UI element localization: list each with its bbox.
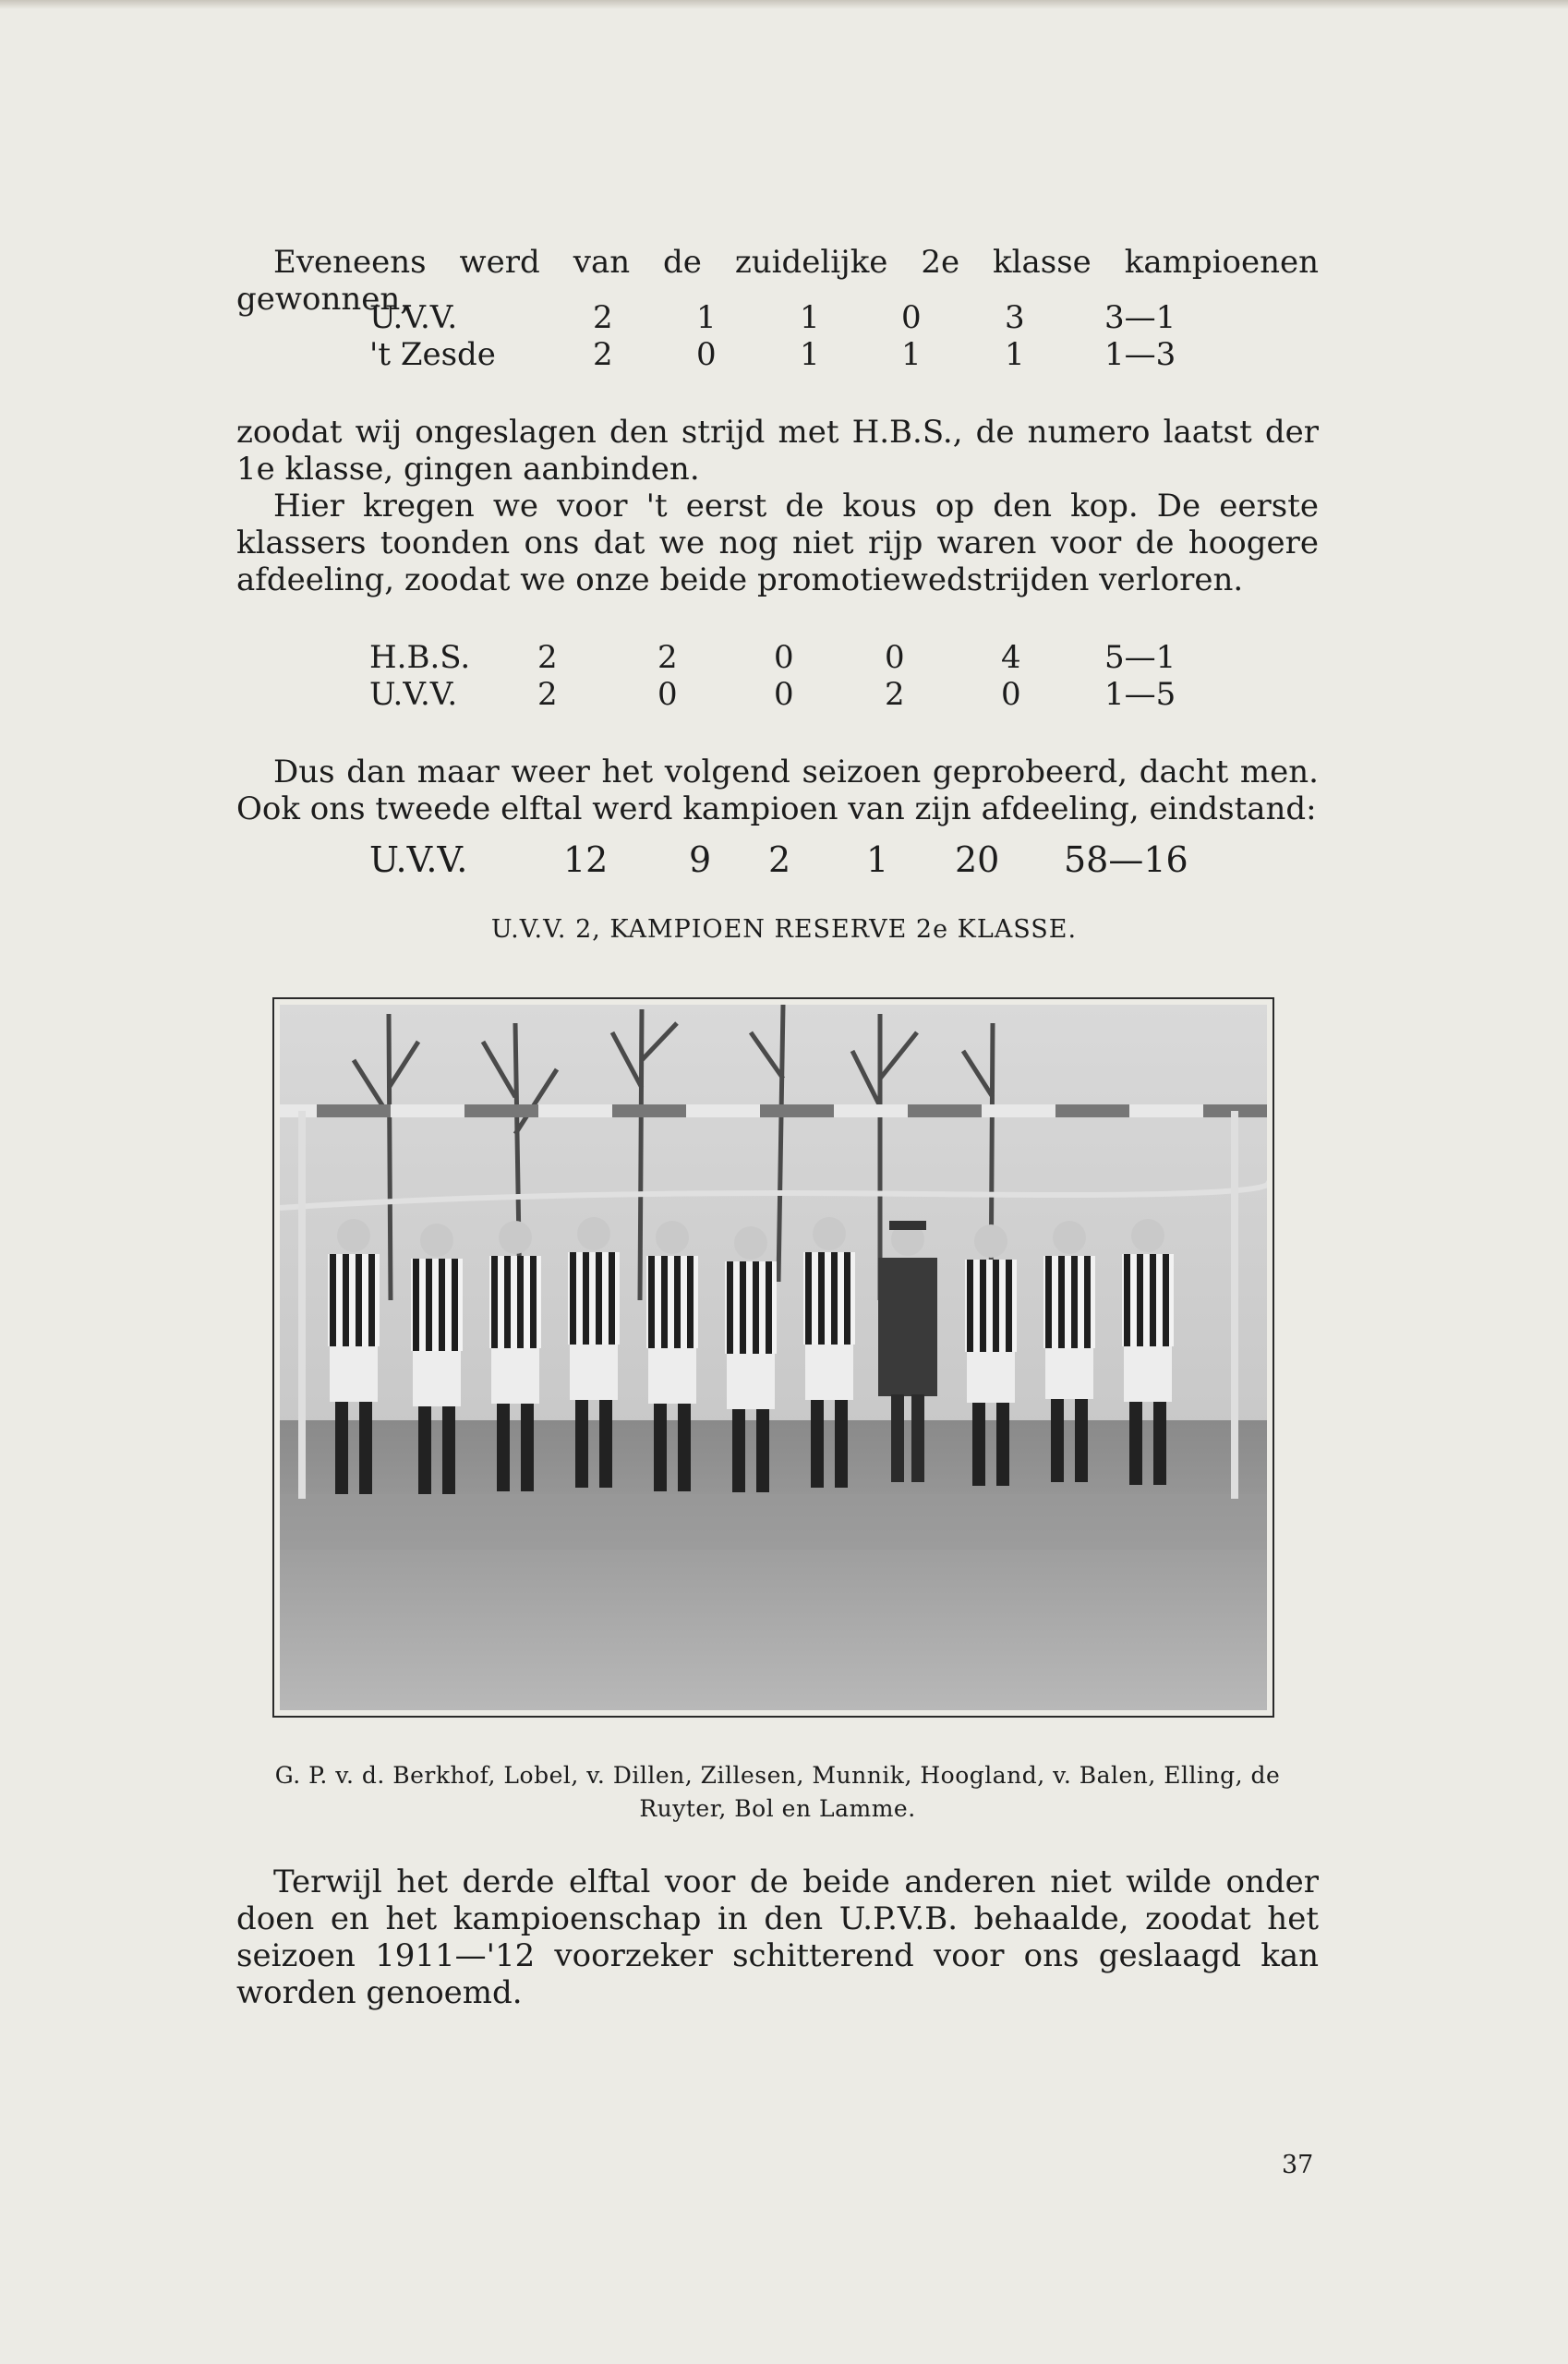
text-block-3 — [236, 754, 1319, 827]
team-photo-image — [280, 1005, 1267, 1710]
team-photograph — [272, 997, 1274, 1718]
stat-cell: 0 — [657, 676, 678, 713]
table-row — [0, 336, 1568, 373]
score-cell: 58—16 — [1064, 839, 1188, 880]
team-name: 't Zesde — [369, 336, 496, 373]
table-row — [0, 299, 1568, 336]
stat-cell: 0 — [774, 676, 794, 713]
stat-cell: 1 — [696, 299, 717, 336]
stat-cell: 1 — [901, 336, 922, 373]
text-block-4 — [236, 1863, 1319, 2011]
paragraph-hbs: zoodat wij ongeslagen den strijd met H.B.S., de numero laatst der 1e klasse, gingen aanbinden. — [236, 414, 1319, 488]
stat-cell: 2 — [768, 839, 791, 880]
stat-cell: 2 — [537, 676, 558, 713]
stat-cell: 0 — [696, 336, 717, 373]
stat-cell: 1 — [1005, 336, 1025, 373]
stat-cell: 12 — [563, 839, 609, 880]
stat-cell: 0 — [901, 299, 922, 336]
table-row — [0, 639, 1568, 676]
table-row — [0, 676, 1568, 713]
page-top-edge — [0, 0, 1568, 9]
stat-cell: 2 — [593, 299, 613, 336]
table-row — [0, 838, 1568, 881]
stat-cell: 2 — [593, 336, 613, 373]
paragraph-defeat: Hier kregen we voor 't eerst de kous op den kop. De eerste klassers toonden ons dat we nog niet rijp waren voor de hoogere afdeeling, zoodat we onze beide promotiewedstrijden verloren. — [236, 488, 1319, 598]
score-cell: 1—5 — [1104, 676, 1176, 713]
team-name: U.V.V. — [369, 676, 458, 713]
score-cell: 5—1 — [1104, 639, 1176, 676]
stat-cell: 0 — [1001, 676, 1021, 713]
stat-cell: 1 — [800, 299, 820, 336]
photo-caption: G. P. v. d. Berkhof, Lobel, v. Dillen, Zillesen, Munnik, Hoogland, v. Balen, Elling, de Ruyter, Bol en Lamme. — [274, 1762, 1281, 1822]
stat-cell: 20 — [955, 839, 1000, 880]
score-cell: 1—3 — [1104, 336, 1176, 373]
stat-cell: 0 — [774, 639, 794, 676]
stat-cell: 2 — [537, 639, 558, 676]
page-number: 37 — [1282, 2151, 1314, 2179]
team-name: U.V.V. — [369, 299, 458, 336]
stat-cell: 3 — [1005, 299, 1025, 336]
photo-title: U.V.V. 2, KAMPIOEN RESERVE 2e KLASSE. — [490, 915, 1078, 944]
team-name: U.V.V. — [369, 839, 468, 880]
paragraph-second-team: Dus dan maar weer het volgend seizoen geprobeerd, dacht men. Ook ons tweede elftal werd kampioen van zijn afdeeling, eindstand: — [236, 754, 1319, 827]
text-block-2 — [236, 414, 1319, 598]
score-cell: 3—1 — [1104, 299, 1176, 336]
stat-cell: 2 — [885, 676, 905, 713]
paragraph-intro: Eveneens werd van de zuidelijke 2e klasse kampioenen gewonnen, — [236, 244, 1319, 318]
stat-cell: 1 — [866, 839, 889, 880]
stat-cell: 9 — [689, 839, 712, 880]
paragraph-third-team: Terwijl het derde elftal voor de beide anderen niet wilde onder doen en het kampioenschap in den U.P.V.B. behaalde, zoodat het seizoen 1911—'12 voorzeker schitterend voor ons geslaagd kan worden genoemd. — [236, 1863, 1319, 2011]
stat-cell: 2 — [657, 639, 678, 676]
team-name: H.B.S. — [369, 639, 471, 676]
stat-cell: 1 — [800, 336, 820, 373]
stat-cell: 4 — [1001, 639, 1021, 676]
stat-cell: 0 — [885, 639, 905, 676]
